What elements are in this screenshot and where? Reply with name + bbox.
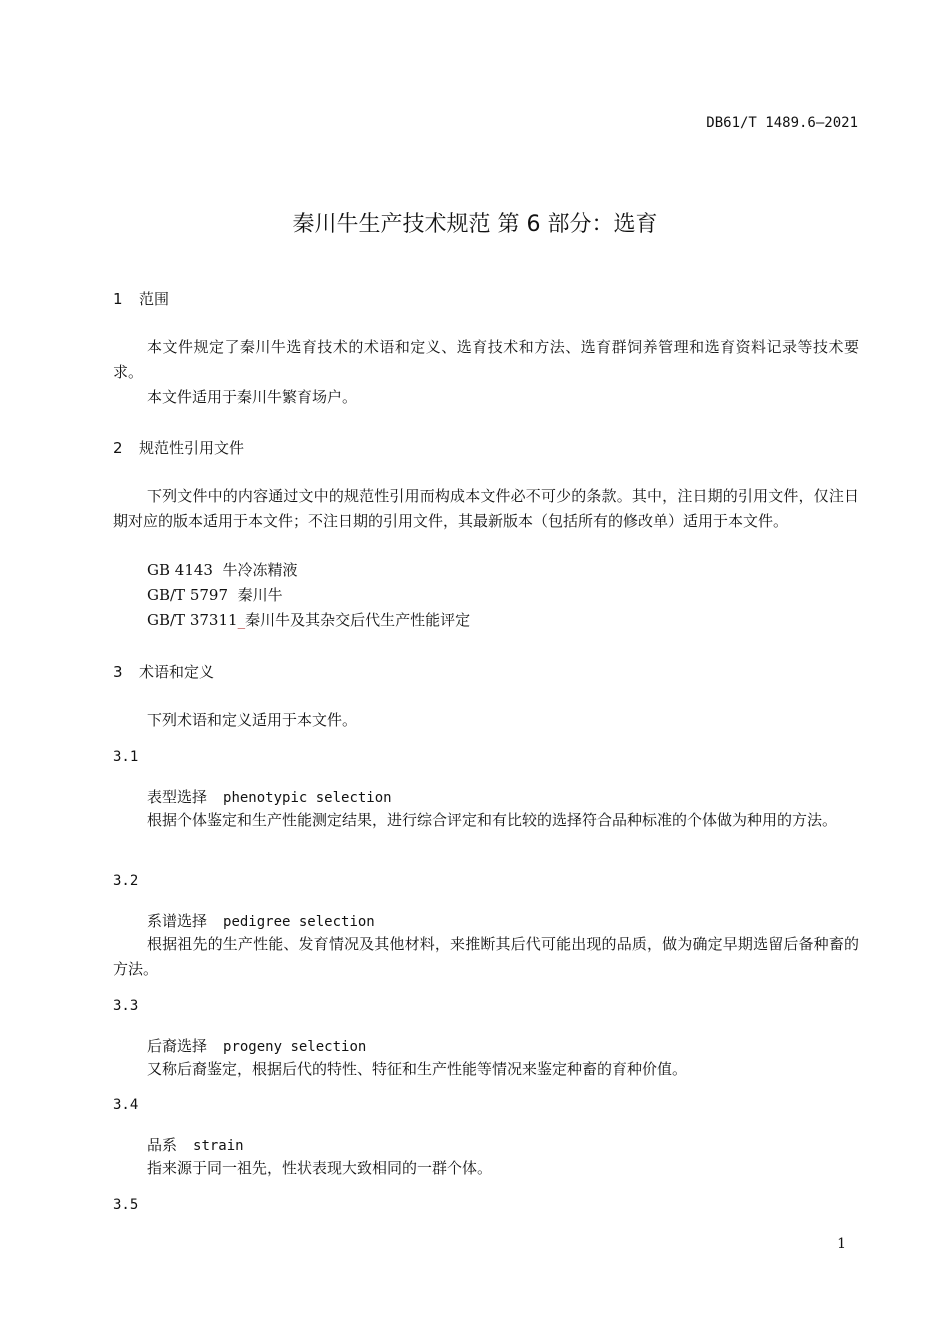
section-1-paragraph-2: 本文件适用于秦川牛繁育场户。 bbox=[147, 388, 358, 406]
term-number: 3.4 bbox=[113, 1097, 139, 1113]
term-number: 3.3 bbox=[113, 998, 139, 1014]
page-number: 1 bbox=[837, 1236, 846, 1252]
term-name-zh: 品系 bbox=[147, 1136, 178, 1154]
term-number: 3.2 bbox=[113, 873, 139, 889]
term-definition: 根据祖先的生产性能、发育情况及其他材料，来推断其后代可能出现的品质，做为确定早期选留后备种畜的方法。 bbox=[113, 935, 859, 978]
section-number: 2 bbox=[113, 439, 123, 457]
term-name-zh: 后裔选择 bbox=[147, 1037, 208, 1055]
term-name bbox=[147, 786, 392, 807]
section-1-heading bbox=[113, 288, 169, 309]
reference-separator: _ bbox=[237, 611, 246, 629]
term-name-en: progeny selection bbox=[223, 1039, 367, 1055]
section-3-heading bbox=[113, 661, 214, 682]
reference-code: GB/T 5797 bbox=[147, 586, 229, 604]
term-number: 3.1 bbox=[113, 749, 139, 765]
section-title: 术语和定义 bbox=[139, 663, 215, 681]
term-name bbox=[147, 910, 375, 931]
section-title: 范围 bbox=[139, 290, 170, 308]
reference-title: 秦川牛 bbox=[237, 586, 283, 604]
term-name-en: strain bbox=[193, 1138, 244, 1154]
section-3-paragraph-1: 下列术语和定义适用于本文件。 bbox=[147, 711, 358, 729]
reference-title: 秦川牛及其杂交后代生产性能评定 bbox=[245, 611, 471, 629]
section-number: 3 bbox=[113, 663, 123, 681]
term-definition: 又称后裔鉴定，根据后代的特性、特征和生产性能等情况来鉴定种畜的育种价值。 bbox=[147, 1060, 688, 1078]
document-title: 秦川牛生产技术规范 第 6 部分：选育 bbox=[292, 212, 658, 237]
section-2-heading bbox=[113, 437, 244, 458]
term-name-en: pedigree selection bbox=[223, 914, 375, 930]
reference-item bbox=[147, 584, 283, 605]
standard-code: DB61/T 1489.6—2021 bbox=[706, 115, 858, 131]
reference-code: GB/T 37311 bbox=[147, 611, 238, 629]
term-name-zh: 表型选择 bbox=[147, 788, 208, 806]
reference-item bbox=[147, 559, 298, 580]
section-2-paragraph-1: 下列文件中的内容通过文中的规范性引用而构成本文件必不可少的条款。其中，注日期的引用文件，仅注日期对应的版本适用于本文件；不注日期的引用文件，其最新版本（包括所有的修改单）适用于本文件。 bbox=[113, 487, 859, 530]
term-number: 3.5 bbox=[113, 1197, 139, 1213]
term-definition: 根据个体鉴定和生产性能测定结果，进行综合评定和有比较的选择符合品种标准的个体做为种用的方法。 bbox=[147, 811, 838, 829]
term-name-en: phenotypic selection bbox=[223, 790, 392, 806]
section-1-paragraph-1: 本文件规定了秦川牛选育技术的术语和定义、选育技术和方法、选育群饲养管理和选育资料记录等技术要求。 bbox=[113, 338, 859, 381]
reference-code: GB 4143 bbox=[147, 561, 213, 579]
term-name bbox=[147, 1134, 244, 1155]
reference-title: 牛冷冻精液 bbox=[222, 561, 298, 579]
reference-item bbox=[147, 609, 470, 630]
term-name-zh: 系谱选择 bbox=[147, 912, 208, 930]
section-number: 1 bbox=[113, 290, 123, 308]
section-title: 规范性引用文件 bbox=[139, 439, 245, 457]
term-name bbox=[147, 1035, 366, 1056]
term-definition: 指来源于同一祖先，性状表现大致相同的一群个体。 bbox=[147, 1159, 493, 1177]
